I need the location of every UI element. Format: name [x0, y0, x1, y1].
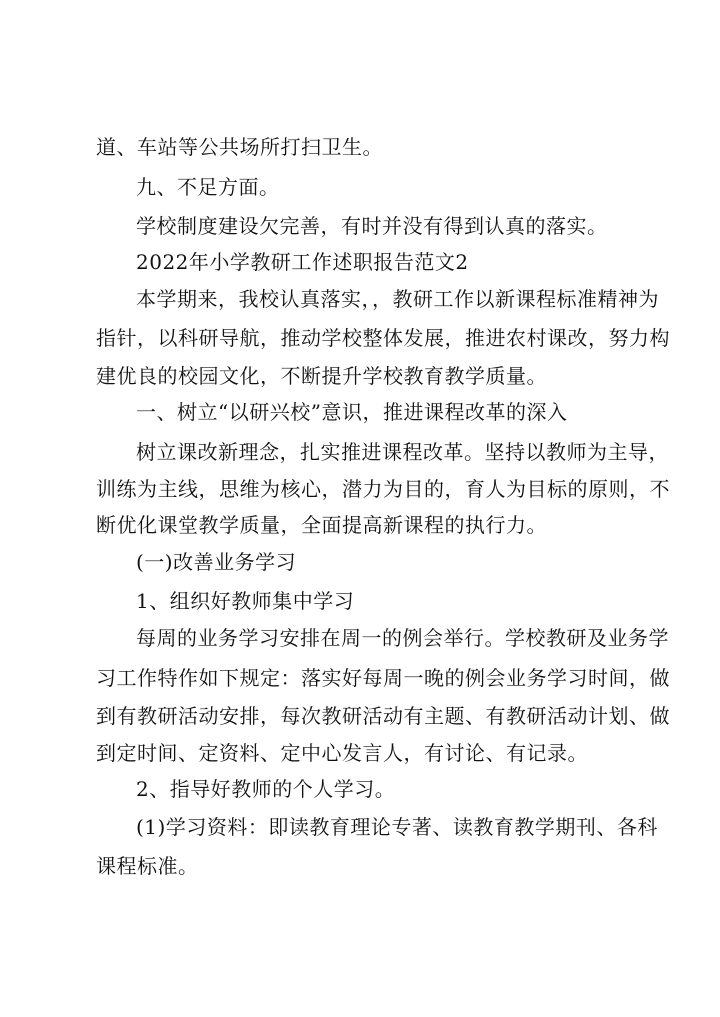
text-line: 本学期来，我校认真落实，，教研工作以新课程标准精神为: [136, 287, 659, 311]
text-line: 学校制度建设欠完善，有时并没有得到认真的落实。: [136, 214, 608, 238]
subsection-heading: (一)改善业务学习: [136, 550, 297, 574]
text-line: 每周的业务学习安排在周一的例会举行。学校教研及业务学: [136, 626, 669, 650]
text-line: 训练为主线，思维为核心，潜力为目的，育人为目标的原则，不: [96, 477, 670, 501]
text-line: 到有教研活动安排，每次教研活动有主题、有教研活动计划、做: [96, 704, 670, 728]
section-heading: 九、不足方面。: [136, 175, 280, 199]
text-line: (1)学习资料：即读教育理论专著、读教育教学期刊、各科: [136, 815, 658, 839]
text-line: 到定时间、定资料、定中心发言人，有讨论、有记录。: [96, 741, 588, 765]
text-line: 建优良的校园文化，不断提升学校教育教学质量。: [96, 364, 547, 388]
subsection-heading: 2、指导好教师的个人学习。: [136, 777, 396, 801]
text-line: 断优化课堂教学质量，全面提高新课程的执行力。: [96, 513, 547, 537]
section-heading: 一、树立“以研兴校”意识，推进课程改革的深入: [136, 400, 568, 424]
subsection-heading: 1、组织好教师集中学习: [136, 589, 355, 613]
text-line: 课程标准。: [96, 854, 199, 878]
text-line: 道、车站等公共场所打扫卫生。: [96, 135, 383, 159]
text-line: 指针，以科研导航，推动学校整体发展，推进农村课改，努力构: [96, 326, 670, 350]
text-line: 树立课改新理念，扎实推进课程改革。坚持以教师为主导，: [136, 440, 669, 464]
text-line: 习工作特作如下规定：落实好每周一晚的例会业务学习时间，做: [96, 666, 670, 690]
document-title: 2022年小学教研工作述职报告范文2: [136, 250, 469, 274]
